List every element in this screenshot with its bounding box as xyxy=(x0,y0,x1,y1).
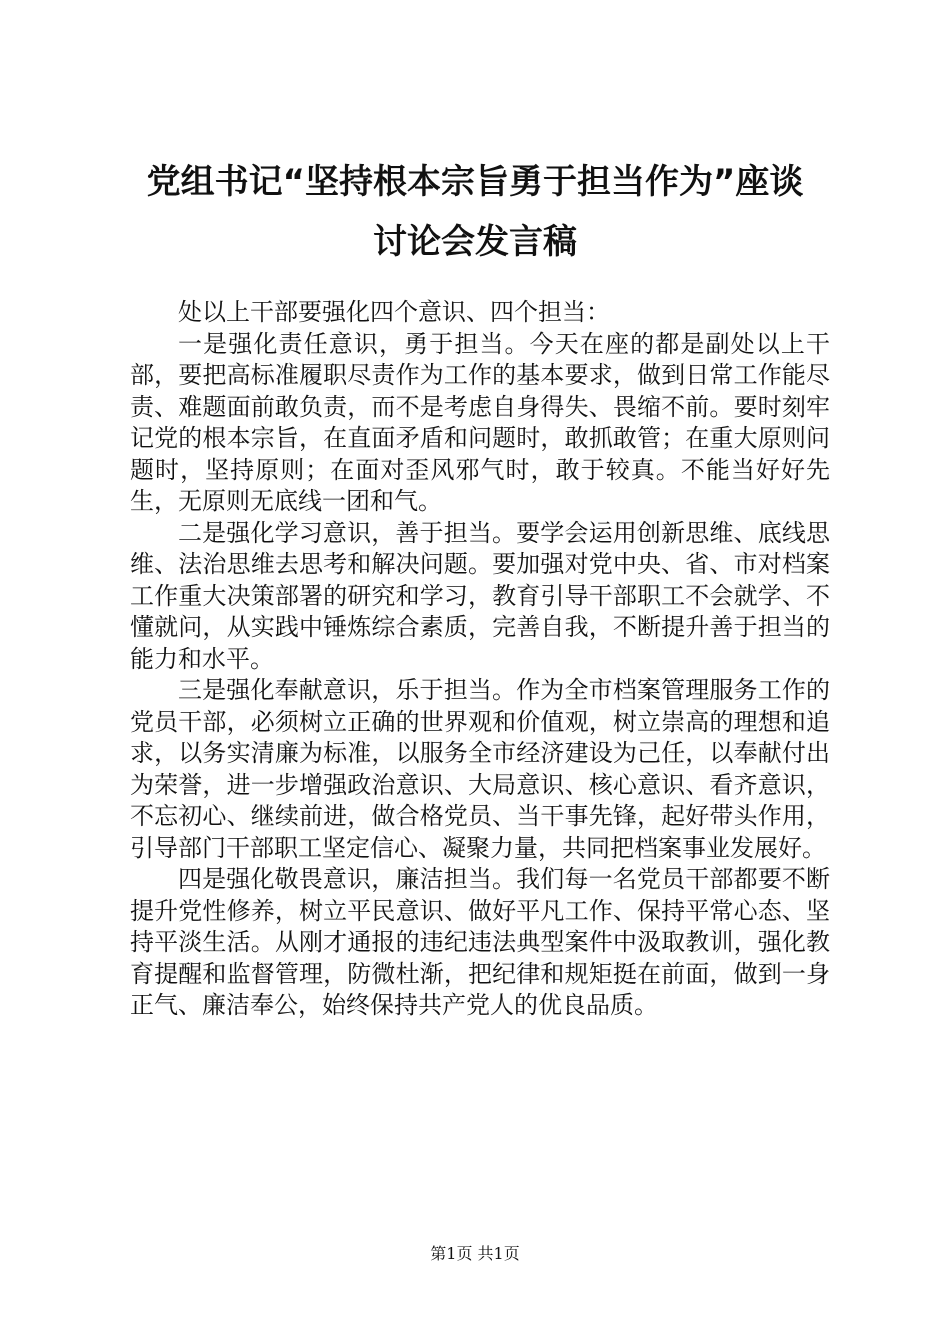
page-footer: 第1页 共1页 xyxy=(430,1244,520,1263)
document-title-line2: 讨论会发言稿 xyxy=(373,222,577,262)
paragraph-reverence: 四是强化敬畏意识，廉洁担当。我们每一名党员干部都要不断提升党性修养，树立平民意识、做好平凡工作、保持平常心态、坚持平淡生活。从刚才通报的违纪违法典型案件中汲取教训，强化教育提醒和监督管理，防微杜渐，把纪律和规矩挺在前面，做到一身正气、廉洁奉公，始终保持共产党人的优良品质。 xyxy=(130,865,830,1019)
document-title-line1: 党组书记“坚持根本宗旨勇于担当作为”座谈 xyxy=(146,162,804,202)
paragraph-learning: 二是强化学习意识，善于担当。要学会运用创新思维、底线思维、法治思维去思考和解决问题。要加强对党中央、省、市对档案工作重大决策部署的研究和学习，教育引导干部职工不会就学、不懂就问，从实践中锤炼综合素质，完善自我，不断提升善于担当的能力和水平。 xyxy=(130,518,830,673)
paragraph-intro: 处以上干部要强化四个意识、四个担当： xyxy=(178,298,610,326)
paragraph-responsibility: 一是强化责任意识，勇于担当。今天在座的都是副处以上干部，要把高标准履职尽责作为工作的基本要求，做到日常工作能尽责、难题面前敢负责，而不是考虑自身得失、畏缩不前。要时刻牢记党的根本宗旨，在直面矛盾和问题时，敢抓敢管；在重大原则问题时，坚持原则；在面对歪风邪气时，敢于较真。不能当好好先生，无原则无底线一团和气。 xyxy=(130,329,830,515)
document-body xyxy=(130,297,830,1022)
paragraph-dedication: 三是强化奉献意识，乐于担当。作为全市档案管理服务工作的党员干部，必须树立正确的世界观和价值观，树立崇高的理想和追求，以务实清廉为标准，以服务全市经济建设为己任，以奉献付出为荣誉，进一步增强政治意识、大局意识、核心意识、看齐意识，不忘初心、继续前进，做合格党员、当干事先锋，起好带头作用，引导部门干部职工坚定信心、凝聚力量，共同把档案事业发展好。 xyxy=(130,676,830,862)
